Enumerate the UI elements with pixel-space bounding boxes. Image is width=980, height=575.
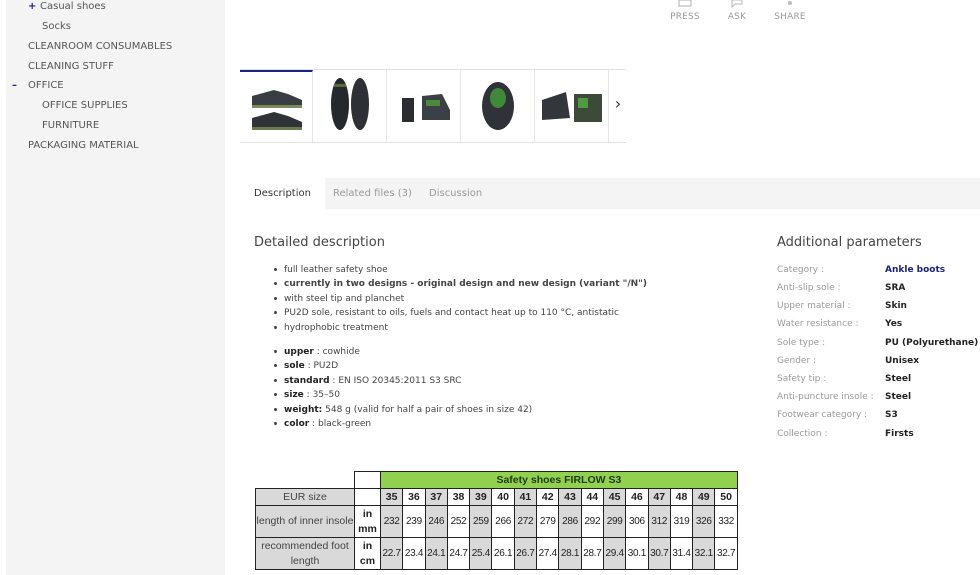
table-cell: 42 (537, 489, 559, 506)
table-cell: 332 (715, 506, 737, 538)
list-item: weight: 548 g (valid for half a pair of shoes in size 42) (284, 403, 532, 417)
sidebar-item-socks[interactable]: Socks (42, 21, 71, 32)
param-value-sole-type: PU (Polyurethane) (885, 338, 979, 348)
table-cell: 44 (581, 489, 603, 506)
table-cell: 326 (693, 506, 715, 538)
table-cell: 24.7 (447, 538, 469, 570)
speech-bubble-icon (712, 0, 762, 10)
size-table (255, 471, 738, 570)
table-cell: 232 (381, 506, 403, 538)
table-cell: 29.4 (603, 538, 625, 570)
table-cell: 27.4 (537, 538, 559, 570)
table-cell: 30.7 (648, 538, 670, 570)
table-cell: 286 (559, 506, 581, 538)
list-item: sole : PU2D (284, 359, 532, 373)
list-item: with steel tip and planchet (284, 292, 647, 306)
param-value-anti-puncture: Steel (885, 392, 912, 402)
table-cell: 272 (514, 506, 536, 538)
table-cell: 32.7 (715, 538, 737, 570)
tab-related-files[interactable]: Related files (3) (333, 188, 412, 199)
list-item: color : black-green (284, 417, 532, 431)
table-cell: 49 (693, 489, 715, 506)
table-cell: 252 (447, 506, 469, 538)
table-cell: 259 (470, 506, 492, 538)
list-item: currently in two designs - original design and new design (variant "/N") (284, 277, 647, 291)
table-cell: 23.4 (403, 538, 425, 570)
sidebar-item-cleanroom-consumables[interactable]: CLEANROOM CONSUMABLES (28, 41, 173, 52)
share-button[interactable]: SHARE (765, 0, 815, 22)
table-cell: 306 (626, 506, 648, 538)
list-item: PU2D sole, resistant to oils, fuels and contact heat up to 110 °C, antistatic (284, 306, 647, 320)
table-cell: 22.7 (381, 538, 403, 570)
shoe-top-image (466, 76, 530, 134)
param-label-category: Category : (777, 265, 825, 275)
thumbnail-shoe-side[interactable] (388, 70, 461, 143)
sidebar-item-cleaning-stuff[interactable]: CLEANING STUFF (28, 61, 114, 72)
share-icon (765, 0, 815, 10)
sidebar-item-packaging-material[interactable]: PACKAGING MATERIAL (28, 140, 139, 151)
table-cell: 31.4 (670, 538, 692, 570)
list-item: size : 35–50 (284, 388, 532, 402)
param-label-anti-puncture: Anti-puncture insole : (777, 392, 874, 402)
table-cell: 292 (581, 506, 603, 538)
table-row (256, 489, 738, 506)
table-cell: 41 (514, 489, 536, 506)
chevron-right-icon[interactable]: › (614, 94, 622, 113)
param-label-sole-type: Sole type : (777, 338, 826, 348)
table-cell: 25.4 (470, 538, 492, 570)
param-label-footwear-category: Footwear category : (777, 410, 868, 420)
param-label-collection: Collection : (777, 429, 828, 439)
sidebar-item-office[interactable]: – OFFICE (12, 80, 64, 91)
table-cell: 266 (492, 506, 514, 538)
row-label: recommended foot length (256, 538, 355, 570)
table-cell: 32.1 (693, 538, 715, 570)
table-cell: 47 (648, 489, 670, 506)
shoe-soles-image (318, 76, 382, 134)
param-label-safety-tip: Safety tip : (777, 374, 827, 384)
table-cell: 35 (381, 489, 403, 506)
param-label-water-resistance: Water resistance : (777, 319, 859, 329)
tab-discussion[interactable]: Discussion (429, 188, 483, 199)
table-row (256, 472, 738, 489)
table-cell: 239 (403, 506, 425, 538)
table-cell: 48 (670, 489, 692, 506)
category-sidebar (6, 0, 225, 575)
spec-list (284, 345, 532, 431)
product-thumbnail-strip (240, 69, 626, 143)
ask-button[interactable]: ASK (712, 0, 762, 22)
press-button[interactable]: PRESS (660, 0, 710, 22)
table-row (256, 506, 738, 538)
table-cell: 28.7 (581, 538, 603, 570)
feature-list (284, 263, 647, 335)
table-cell: 30.1 (626, 538, 648, 570)
param-value-upper-material: Skin (885, 301, 907, 311)
table-cell: 319 (670, 506, 692, 538)
param-label-upper-material: Upper material : (777, 301, 851, 311)
product-tabs (240, 178, 980, 209)
table-cell: 43 (559, 489, 581, 506)
row-unit (355, 489, 381, 506)
table-cell: 36 (403, 489, 425, 506)
collapse-toggle[interactable]: – (12, 80, 17, 91)
thumbnail-shoe-soles[interactable] (314, 70, 387, 143)
list-item: upper : cowhide (284, 345, 532, 359)
printer-icon (660, 0, 710, 10)
table-cell: 246 (425, 506, 447, 538)
thumbnail-shoe-pair[interactable] (240, 70, 313, 143)
tab-description[interactable]: Description (240, 178, 325, 209)
row-label: EUR size (256, 489, 355, 506)
sidebar-item-furniture[interactable]: FURNITURE (42, 120, 100, 131)
table-cell: 279 (537, 506, 559, 538)
list-item: standard : EN ISO 20345:2011 S3 SRC (284, 374, 532, 388)
thumbnail-shoe-top[interactable] (462, 70, 535, 143)
list-item: full leather safety shoe (284, 263, 647, 277)
param-value-collection: Firsts (885, 429, 914, 439)
table-cell: 26.1 (492, 538, 514, 570)
table-cell: 39 (470, 489, 492, 506)
param-value-footwear-category: S3 (885, 410, 898, 420)
table-cell: 50 (715, 489, 737, 506)
expand-toggle[interactable]: + (28, 1, 37, 12)
size-table-title: Safety shoes FIRLOW S3 (381, 472, 738, 489)
table-cell: 46 (626, 489, 648, 506)
param-value-water-resistance: Yes (885, 319, 903, 329)
table-cell: 45 (603, 489, 625, 506)
table-cell: 299 (603, 506, 625, 538)
param-value-gender: Unisex (885, 356, 920, 366)
param-label-gender: Gender : (777, 356, 817, 366)
sidebar-item-casual-shoes[interactable]: + Casual shoes (28, 1, 106, 12)
table-cell: 28.1 (559, 538, 581, 570)
shoe-side-image (392, 76, 456, 134)
list-item: hydrophobic treatment (284, 321, 647, 335)
row-unit: in cm (355, 538, 381, 570)
param-value-safety-tip: Steel (885, 374, 912, 384)
thumbnail-shoe-detail[interactable] (536, 70, 609, 143)
shoe-detail-image (540, 76, 604, 134)
table-cell: 24.1 (425, 538, 447, 570)
description-heading: Detailed description (254, 235, 385, 250)
table-cell: 26.7 (514, 538, 536, 570)
params-heading: Additional parameters (777, 235, 922, 250)
row-unit: in mm (355, 506, 381, 538)
param-value-category-link[interactable]: Ankle boots (885, 265, 946, 275)
shoe-pair-image (244, 78, 308, 136)
param-label-anti-slip: Anti-slip sole : (777, 283, 841, 293)
table-row (256, 538, 738, 570)
sidebar-item-office-supplies[interactable]: OFFICE SUPPLIES (42, 100, 128, 111)
table-cell: 37 (425, 489, 447, 506)
table-cell: 40 (492, 489, 514, 506)
row-label: length of inner insole (256, 506, 355, 538)
param-value-anti-slip: SRA (885, 283, 906, 293)
table-cell: 38 (447, 489, 469, 506)
table-cell: 312 (648, 506, 670, 538)
